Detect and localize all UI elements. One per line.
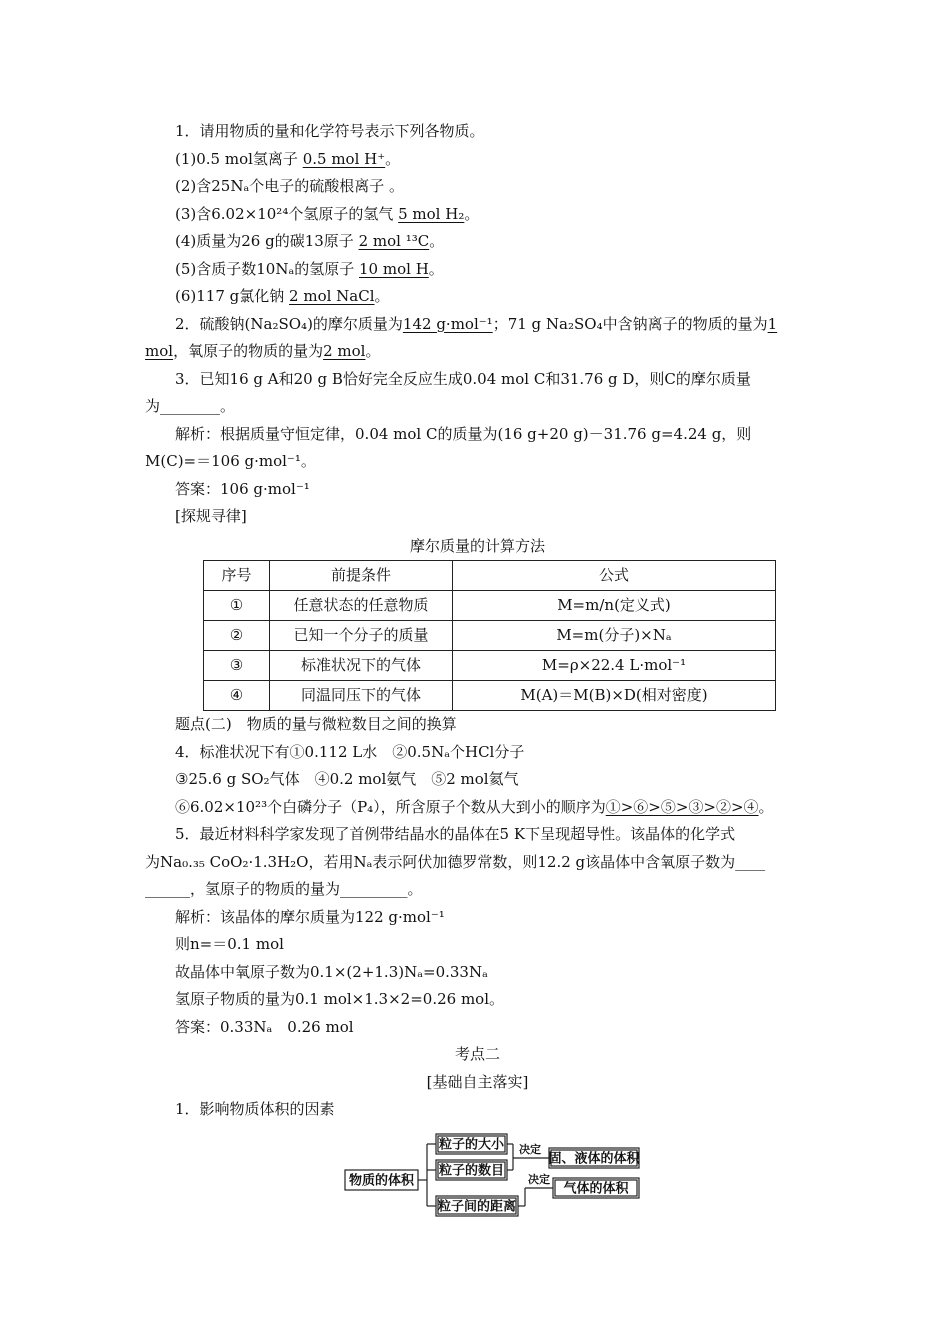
table-row — [204, 651, 776, 681]
rule-heading: [探规寻律] — [175, 507, 247, 525]
q1-item: (2)含25Nₐ个电子的硫酸根离子 。 — [175, 177, 405, 195]
document-body — [145, 118, 810, 1224]
topic-heading: 题点(二) 物质的量与微粒数目之间的换算 — [175, 715, 457, 733]
table-cell: M=ρ×22.4 L·mol⁻¹ — [453, 651, 776, 681]
factor-label: 粒子间的距离 — [437, 1198, 517, 1213]
q1-stem: 1．请用物质的量和化学符号表示下列各物质。 — [175, 122, 485, 140]
answer-blank: 5 mol H₂ — [398, 204, 465, 223]
table-cell: M=m/n(定义式) — [453, 591, 776, 621]
factor-label: 粒子的数目 — [438, 1162, 505, 1177]
q5-line: 为Na₀.₃₅ CoO₂·1.3H₂O，若用Nₐ表示阿伏加德罗常数，则12.2 g该晶体中含氧原子数为____ — [145, 852, 766, 871]
result-label: 固、液体的体积 — [548, 1150, 640, 1165]
table-header: 序号 — [204, 561, 270, 591]
answer-blank: 142 g·mol⁻¹ — [402, 314, 493, 333]
q1-item: (6)117 g氯化钠 2 mol NaCl。 — [175, 287, 390, 305]
q1-item: (5)含质子数10Nₐ的氢原子 10 mol H。 — [175, 259, 444, 278]
decide-label: 决定 — [519, 1143, 541, 1156]
q3-answer: 答案：106 g·mol⁻¹ — [175, 479, 310, 498]
table-cell: 已知一个分子的质量 — [270, 621, 453, 651]
table-cell: ① — [204, 591, 270, 621]
table-title: 摩尔质量的计算方法 — [409, 536, 545, 555]
q1-item: (3)含6.02×10²⁴个氢原子的氢气 5 mol H₂。 — [175, 204, 480, 223]
answer-blank: 2 mol ¹³C — [358, 232, 430, 250]
q4-line: ⑥6.02×10²³个白磷分子（P₄），所含原子个数从大到小的顺序为①>⑥>⑤>③>②>④。 — [175, 797, 774, 816]
answer-blank: 1 mol — [145, 314, 778, 360]
section-item: 1．影响物质体积的因素 — [175, 1100, 335, 1118]
table-cell: 标准状况下的气体 — [270, 651, 453, 681]
q4-line: ③25.6 g SO₂气体 ④0.2 mol氨气 ⑤2 mol氦气 — [175, 770, 519, 788]
table-cell: 任意状态的任意物质 — [270, 591, 453, 621]
q5-analysis: 故晶体中氧原子数为0.1×(2+1.3)Nₐ=0.33Nₐ — [175, 962, 488, 981]
table-cell: M=m(分子)×Nₐ — [453, 621, 776, 651]
q5-analysis: 则n=＝0.1 mol — [175, 935, 284, 953]
molar-mass-table — [203, 560, 776, 711]
q3-line: 为________。 — [145, 397, 236, 415]
q1-item: (1)0.5 mol氢离子 0.5 mol H⁺。 — [175, 149, 401, 168]
q3-analysis: 解析：根据质量守恒定律，0.04 mol C的质量为(16 g+20 g)－31.76 g=4.24 g，则 — [175, 424, 752, 443]
table-header-row — [204, 561, 776, 591]
q3-analysis: M(C)=＝106 g·mol⁻¹。 — [145, 452, 316, 470]
answer-blank: 2 mol NaCl — [289, 287, 375, 305]
q5-analysis: 解析：该晶体的摩尔质量为122 g·mol⁻¹ — [175, 907, 445, 926]
table-cell: 同温同压下的气体 — [270, 681, 453, 711]
q5-line: ______，氢原子的物质的量为_________。 — [145, 880, 423, 898]
table-cell: ④ — [204, 681, 270, 711]
table-cell: ② — [204, 621, 270, 651]
q3-line: 3．已知16 g A和20 g B恰好完全反应生成0.04 mol C和31.76 g D，则C的摩尔质量 — [175, 369, 751, 388]
factor-label: 粒子的大小 — [438, 1136, 505, 1151]
table-row — [204, 681, 776, 711]
answer-blank: 10 mol H — [359, 259, 429, 278]
volume-factors-diagram — [145, 1132, 810, 1224]
table-header: 前提条件 — [270, 561, 453, 591]
table-header: 公式 — [453, 561, 776, 591]
q1-item: (4)质量为26 g的碳13原子 2 mol ¹³C。 — [175, 232, 445, 250]
decide-label: 决定 — [528, 1173, 550, 1186]
table-row — [204, 591, 776, 621]
table-cell: ③ — [204, 651, 270, 681]
section-title: 考点二 — [454, 1045, 500, 1063]
result-label: 气体的体积 — [563, 1180, 629, 1195]
q4-line: 4．标准状况下有①0.112 L水 ②0.5Nₐ个HCl分子 — [175, 742, 525, 761]
q2: 2．硫酸钠(Na₂SO₄)的摩尔质量为142 g·mol⁻¹；71 g Na₂SO₄中含钠离子的物质的量为1 mol，氧原子的物质的量为2 mol。 — [145, 314, 778, 360]
table-cell: M(A)＝M(B)×D(相对密度) — [453, 681, 776, 711]
q5-analysis: 氢原子物质的量为0.1 mol×1.3×2=0.26 mol。 — [175, 990, 504, 1008]
q5-answer: 答案：0.33Nₐ 0.26 mol — [175, 1017, 354, 1036]
diagram-svg — [145, 1132, 810, 1224]
answer-blank: 2 mol — [323, 342, 366, 360]
root-label: 物质的体积 — [348, 1172, 415, 1187]
answer-blank: ①>⑥>⑤>③>②>④ — [605, 797, 759, 816]
section-subtitle: [基础自主落实] — [426, 1072, 529, 1091]
answer-blank: 0.5 mol H⁺ — [302, 149, 386, 168]
q5-line: 5．最近材料科学家发现了首例带结晶水的晶体在5 K下呈现超导性。该晶体的化学式 — [175, 825, 736, 843]
table-row — [204, 621, 776, 651]
